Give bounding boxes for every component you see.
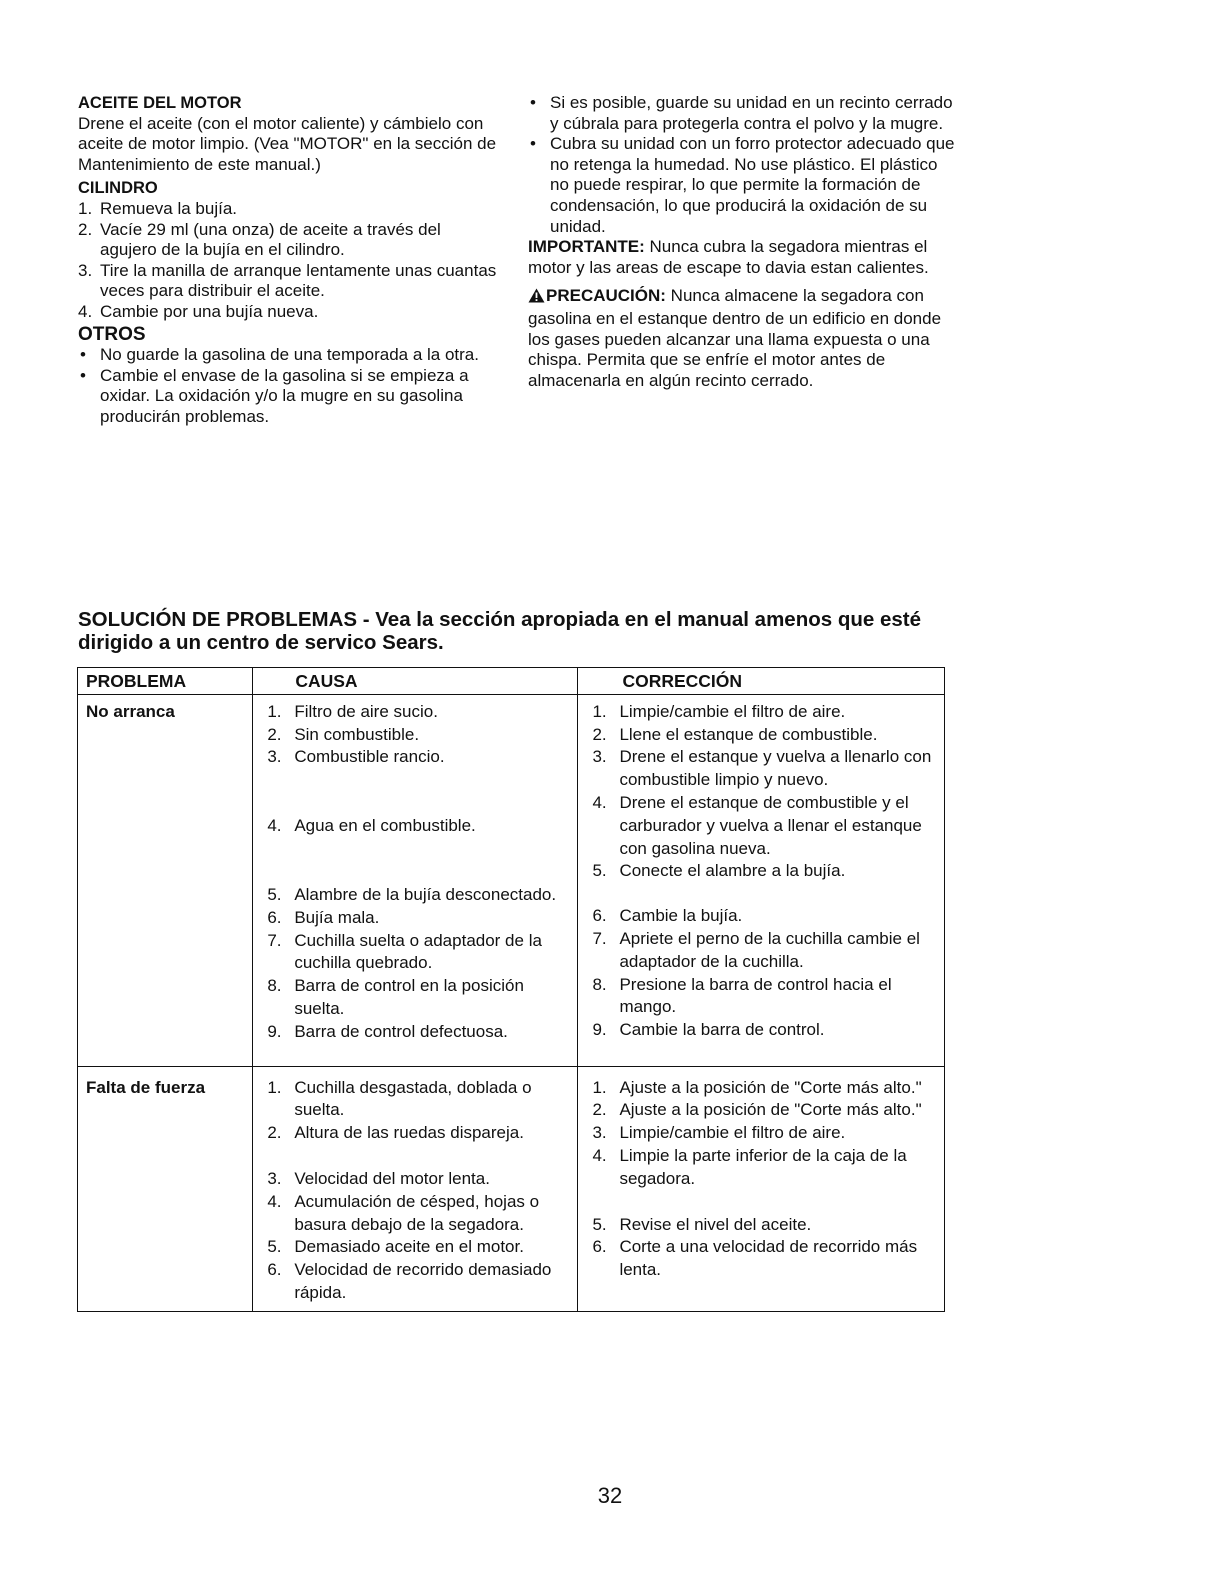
table-row [78,1066,945,1311]
caution-label: PRECAUCIÓN: [546,286,666,306]
troubleshooting-heading: SOLUCIÓN DE PROBLEMAS - Vea la sección apropiada en el manual amenos que esté dirigido a un centro de servico Sears. [78,608,922,654]
left-column [78,93,498,428]
list-item: 7. Apriete el perno de la cuchilla cambie el adaptador de la cuchilla. [592,928,920,971]
list-item: 2. Sin combustible. [267,724,420,744]
list-item: 4. Drene el estanque de combustible y el carburador y vuelva a llenar el estanque con gasolina nueva. [592,792,922,858]
list-item: 1. Filtro de aire sucio. [267,701,438,721]
list-item: 4. Agua en el combustible. [267,816,476,836]
oil-text: Drene el aceite (con el motor caliente) y cámbielo con aceite de motor limpio. (Vea "MOTOR" en la sección de Mantenimiento de este manual.) [78,113,497,174]
list-item: 5. Alambre de la bujía desconectado. [267,884,557,904]
list-item: 2. Llene el estanque de combustible. [592,724,878,744]
important-note: IMPORTANTE: Nunca cubra la segadora mientras el motor y las areas de escape to davia estan calientes. [528,237,929,277]
list-item: 2. Vacíe 29 ml (una onza) de aceite a través del agujero de la bujía en el cilindro. [78,219,441,260]
list-item: 4. Cambie por una bujía nueva. [78,301,319,321]
column-header-correction: CORRECCIÓN [578,668,945,695]
list-item: 5. Revise el nivel del aceite. [592,1214,812,1234]
cylinder-steps [78,199,498,323]
right-column [528,93,958,391]
list-item: 3. Tire la manilla de arranque lentamente unas cuantas veces para distribuir el aceite. [78,260,497,301]
list-item: 2. Altura de las ruedas dispareja. [267,1123,524,1143]
list-item: 9. Barra de control defectuosa. [267,1021,508,1041]
list-item: 3. Velocidad del motor lenta. [267,1168,490,1188]
others-heading: OTROS [78,323,146,345]
cylinder-heading: CILINDRO [78,179,158,198]
storage-tips-list [528,93,958,237]
troubleshooting-table [77,667,945,1312]
list-item: • No guarde la gasolina de una temporada a la otra. [78,345,498,366]
list-item: 4. Acumulación de césped, hojas o basura debajo de la segadora. [267,1191,540,1234]
list-item: 3. Limpie/cambie el filtro de aire. [592,1123,846,1143]
list-item: 7. Cuchilla suelta o adaptador de la cuchilla quebrado. [267,930,542,973]
list-item: 5. Demasiado aceite en el motor. [267,1237,524,1257]
list-item: 1. Remueva la bujía. [78,198,238,218]
list-item: 5. Conecte el alambre a la bujía. [592,861,846,881]
important-label: IMPORTANTE: [528,237,645,257]
list-item: 6. Cambie la bujía. [592,906,743,926]
list-item: 6. Velocidad de recorrido demasiado rápida. [267,1260,552,1302]
list-item: 6. Bujía mala. [267,907,380,927]
list-item: • Cubra su unidad con un forro protector adecuado que no retenga la humedad. No use plástico. El plástico no puede respirar, lo que permite la formación de condensación, lo que producirá la oxidación de su unidad. [528,134,958,237]
column-header-cause: CAUSA [253,668,578,695]
causes-cell [253,1066,578,1311]
list-item: 1. Ajuste a la posición de "Corte más alto." [592,1077,922,1097]
warning-triangle-icon [528,288,545,309]
list-item: 3. Combustible rancio. [267,747,445,767]
list-item: 9. Cambie la barra de control. [592,1020,825,1040]
list-item: 3. Drene el estanque y vuelva a llenarlo con combustible limpio y nuevo. [592,747,932,790]
corrections-cell [578,694,945,1066]
list-item: 6. Corte a una velocidad de recorrido más lenta. [592,1237,918,1280]
list-item: • Si es posible, guarde su unidad en un recinto cerrado y cúbrala para protegerla contra el polvo y la mugre. [528,93,958,134]
list-item: • Cambie el envase de la gasolina si se empieza a oxidar. La oxidación y/o la mugre en su gasolina producirán problemas. [78,366,498,428]
oil-heading: ACEITE DEL MOTOR [78,94,242,112]
problem-cell: Falta de fuerza [78,1066,253,1311]
list-item: 8. Barra de control en la posición suelta. [267,976,524,1018]
list-item: 2. Ajuste a la posición de "Corte más alto." [592,1100,922,1120]
list-item: 8. Presione la barra de control hacia el mango. [592,974,892,1017]
problem-cell: No arranca [78,694,253,1066]
column-header-problem: PROBLEMA [78,668,253,695]
others-list [78,345,498,427]
caution-note: PRECAUCIÓN: Nunca almacene la segadora con gasolina en el estanque dentro de un edificio en donde los gases pueden alcanzar una llama expuesta o una chispa. Permita que se enfríe el motor antes de almacenarla en algún recinto cerrado. [528,286,942,390]
list-item: 1. Limpie/cambie el filtro de aire. [592,701,846,721]
list-item: 1. Cuchilla desgastada, doblada o suelta. [267,1077,532,1120]
causes-cell [253,694,578,1066]
page-number: 32 [597,1483,623,1508]
table-row [78,694,945,1066]
list-item: 4. Limpie la parte inferior de la caja de la segadora. [592,1145,907,1188]
corrections-cell [578,1066,945,1311]
